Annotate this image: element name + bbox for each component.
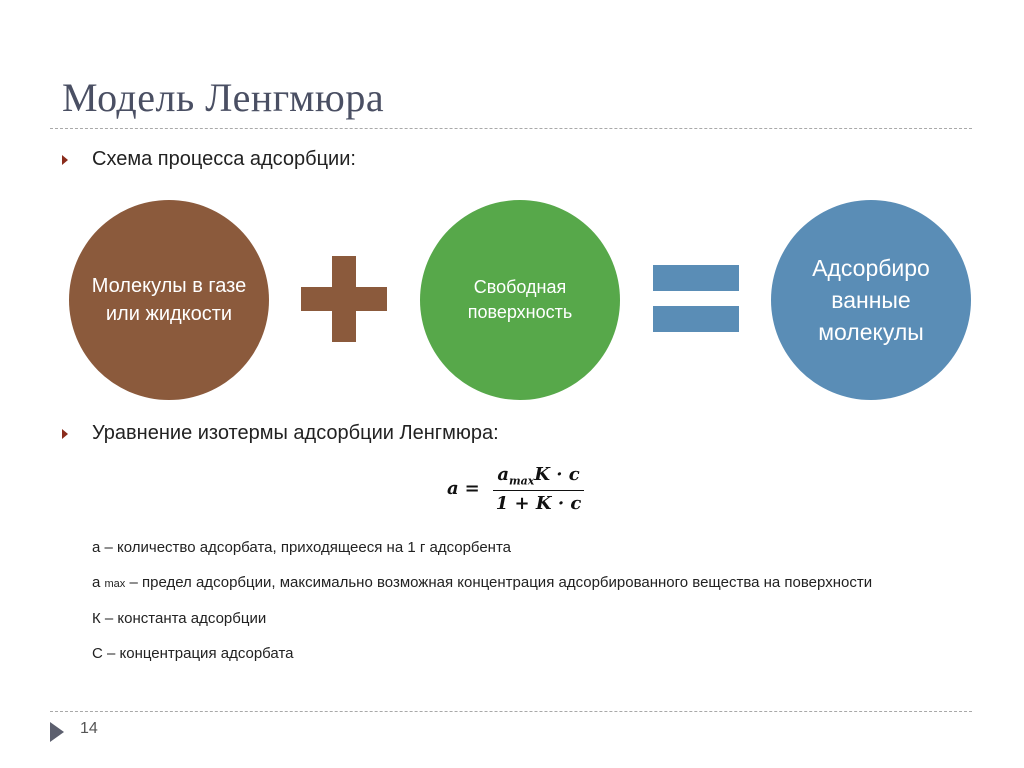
- numerator-subscript: max: [509, 474, 535, 488]
- definition-prefix: a: [92, 574, 101, 591]
- bullet-text: Уравнение изотермы адсорбции Ленгмюра:: [92, 422, 499, 444]
- formula-fraction: [492, 464, 586, 514]
- formula-denominator: 1 + K · c: [495, 492, 582, 514]
- definitions: [92, 537, 952, 678]
- footer-divider: [50, 711, 972, 712]
- formula-lhs: a: [447, 478, 459, 500]
- definition-amax: [92, 572, 952, 595]
- bullet-arrow-icon: [62, 155, 68, 165]
- bullet-scheme: [62, 148, 356, 171]
- page-number: 14: [80, 720, 98, 737]
- circle-free-surface: [420, 200, 620, 400]
- numerator-base: a: [497, 464, 509, 485]
- numerator-rest: K · c: [534, 464, 580, 485]
- formula-equals: =: [464, 478, 480, 500]
- langmuir-formula: [447, 464, 585, 514]
- definition-a: a – количество адсорбата, приходящееся на 1 г адсорбента: [92, 539, 512, 556]
- title-divider: [50, 128, 972, 129]
- definition-prefix-small: max: [104, 578, 126, 590]
- formula-numerator: [493, 464, 583, 491]
- slide-title: Модель Ленгмюра: [62, 75, 385, 120]
- definition-c: С – концентрация адсорбата: [92, 645, 294, 662]
- circle-label: Адсорбиро ванные молекулы: [812, 254, 930, 346]
- definition-text: – предел адсорбции, максимально возможная концентрация адсорбированного вещества на поверхности: [125, 574, 873, 591]
- bullet-equation: [62, 422, 499, 445]
- circle-label: Молекулы в газе или жидкости: [91, 275, 247, 325]
- bullet-arrow-icon: [62, 429, 68, 439]
- plus-icon-bar: [301, 287, 387, 311]
- circle-adsorbed-molecules: [771, 200, 971, 400]
- equals-icon: [653, 265, 739, 291]
- equals-icon-bar: [653, 306, 739, 332]
- definition-k: К – константа адсорбции: [92, 610, 267, 627]
- bullet-text: Схема процесса адсорбции:: [92, 148, 356, 170]
- circle-molecules: [69, 200, 269, 400]
- circle-label: Свободная поверхность: [467, 276, 573, 322]
- slide-marker-icon: [50, 722, 64, 742]
